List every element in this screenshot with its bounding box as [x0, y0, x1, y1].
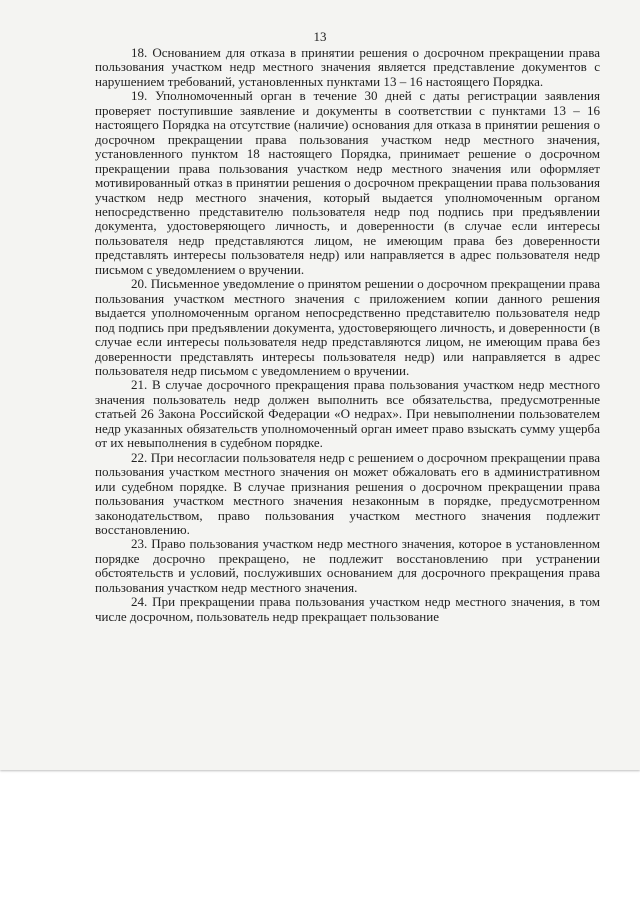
paragraph-23: 23. Право пользования участком недр местного значения, которое в установленном порядке досрочно прекращено, не подлежит восстановлению при устранении обстоятельств и условий, послуживших основанием для досрочного прекращения права пользования участком недр местного значения.: [95, 536, 600, 595]
paragraph-18: 18. Основанием для отказа в принятии решения о досрочном прекращении права пользования участком недр местного значения является представление документов с нарушением требований, установленных пунктами 13 – 16 настоящего Порядка.: [95, 45, 600, 89]
paragraph-21: 21. В случае досрочного прекращения права пользования участком недр местного значения пользователь недр должен выполнить все обязательства, предусмотренные статьей 26 Закона Российской Федерации «О недрах». При невыполнении пользователем недр указанных обязательств уполномоченный орган имеет право взыскать сумму ущерба от их невыполнения в судебном порядке.: [95, 377, 600, 451]
page-body: [95, 46, 600, 624]
paragraph-20: 20. Письменное уведомление о принятом решении о досрочном прекращении права пользования участком местного значения с приложением копии данного решения выдается уполномоченным органом непосредственно представителю пользователя недр под подпись при предъявлении документа, удостоверяющего личность, и доверенности (в случае если интересы пользователя недр представляются лицом, не имеющим права без доверенности представлять интересы пользователя недр) или направляется в адрес пользователя недр письмом с уведомлением о вручении.: [95, 276, 600, 378]
paragraph-22: 22. При несогласии пользователя недр с решением о досрочном прекращении права пользования участком местного значения он может обжаловать его в административном или судебном порядке. В случае признания решения о досрочном прекращении права пользования участком местного значения незаконным в порядке, предусмотренном законодательством, право пользования участком местного значения подлежит восстановлению.: [95, 449, 600, 537]
paragraph-24: 24. При прекращении права пользования участком недр местного значения, в том числе досрочном, пользователь недр прекращает пользование: [95, 594, 600, 624]
page-number: 13: [313, 29, 327, 44]
paragraph-19: 19. Уполномоченный орган в течение 30 дней с даты регистрации заявления проверяет поступившие заявление и документы в соответствии с пунктами 13 – 16 настоящего Порядка на отсутствие (наличие) основания для отказа в принятии решения о досрочном прекращении права пользования участком недр местного значения, установленного пунктом 18 настоящего Порядка, принимает решение о досрочном прекращении права пользования участком недр местного значения или оформляет мотивированный отказ в принятии решения о досрочном прекращении права пользования участком недр местного значения, который выдается уполномоченным органом непосредственно представителю пользователя недр под подпись при предъявлении документа, удостоверяющего личность, и доверенности (в случае если интересы пользователя недр представляются лицом, не имеющим права без доверенности представлять интересы пользователя недр) или направляется в адрес пользователя недр письмом с уведомлением о вручении.: [95, 88, 600, 277]
